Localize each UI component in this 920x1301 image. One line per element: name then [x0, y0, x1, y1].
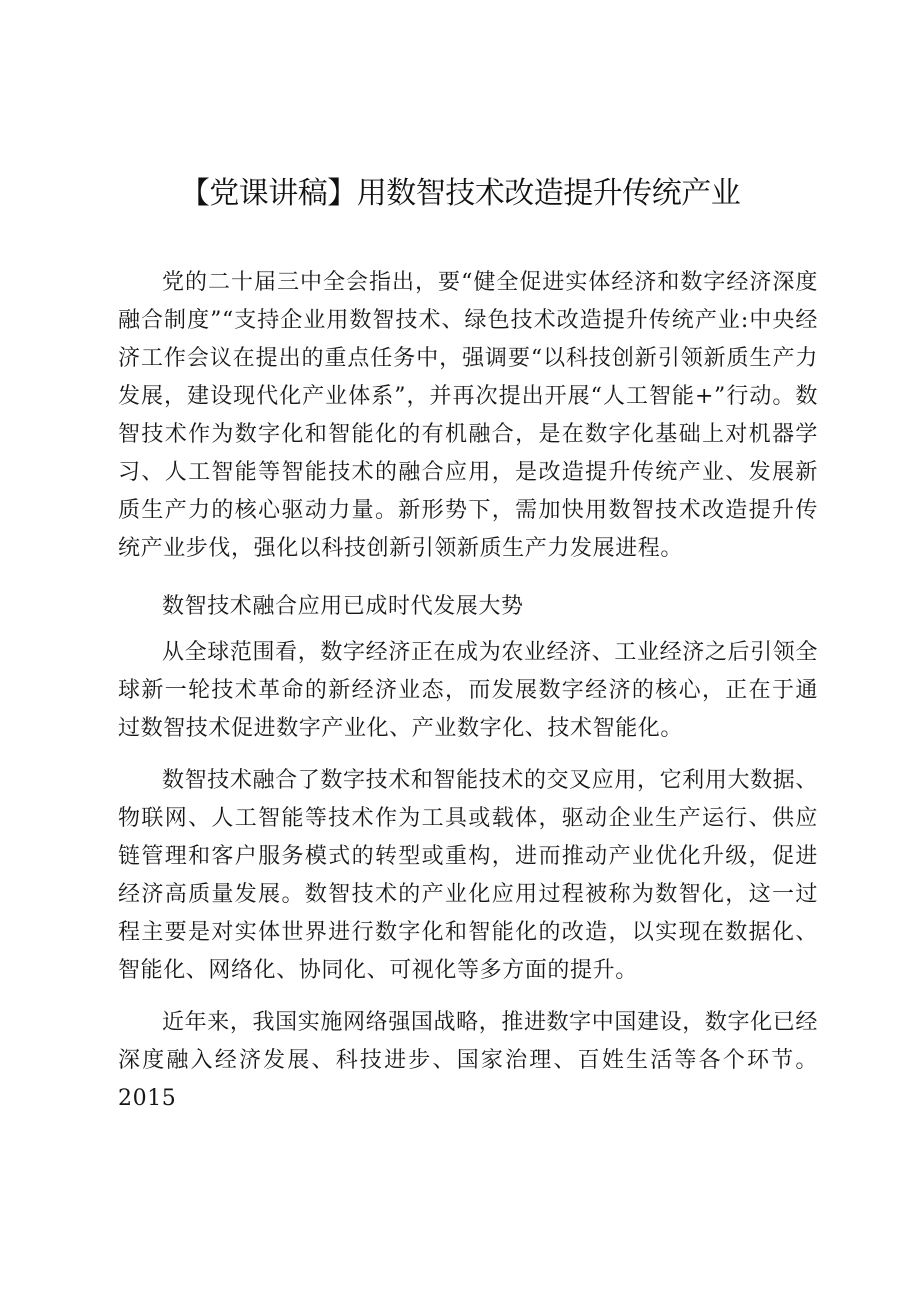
paragraph-global-view: 从全球范围看，数字经济正在成为农业经济、工业经济之后引领全球新一轮技术革命的新经济业态，而发展数字经济的核心，正在于通过数智技术促进数字产业化、产业数字化、技术智能化。 [118, 640, 818, 741]
document-body [118, 264, 818, 1118]
paragraph-tech-fusion: 数智技术融合了数字技术和智能技术的交叉应用，它利用大数据、物联网、人工智能等技术作为工具或载体，驱动企业生产运行、供应链管理和客户服务模式的转型或重构，进而推动产业优化升级，促进经济高质量发展。数智技术的产业化应用过程被称为数智化，这一过程主要是对实体世界进行数字化和智能化的改造，以实现在数据化、智能化、网络化、协同化、可视化等多方面的提升。 [118, 768, 818, 983]
paragraph-recent-years: 近年来，我国实施网络强国战略，推进数字中国建设，数字化已经深度融入经济发展、科技进步、国家治理、百姓生活等各个环节。2015 [118, 1010, 818, 1111]
paragraph-intro: 党的二十届三中全会指出，要“健全促进实体经济和数字经济深度融合制度”“支持企业用数智技术、绿色技术改造提升传统产业:中央经济工作会议在提出的重点任务中，强调要“以科技创新引领新质生产力发展，建设现代化产业体系”，并再次提出开展“人工智能+”行动。数智技术作为数字化和智能化的有机融合，是在数字化基础上对机器学习、人工智能等智能技术的融合应用，是改造提升传统产业、发展新质生产力的核心驱动力量。新形势下，需加快用数智技术改造提升传统产业步伐，强化以科技创新引领新质生产力发展进程。 [118, 270, 818, 561]
document-title: 【党课讲稿】用数智技术改造提升传统产业 [179, 176, 741, 211]
section-heading: 数智技术融合应用已成时代发展大势 [162, 594, 524, 619]
